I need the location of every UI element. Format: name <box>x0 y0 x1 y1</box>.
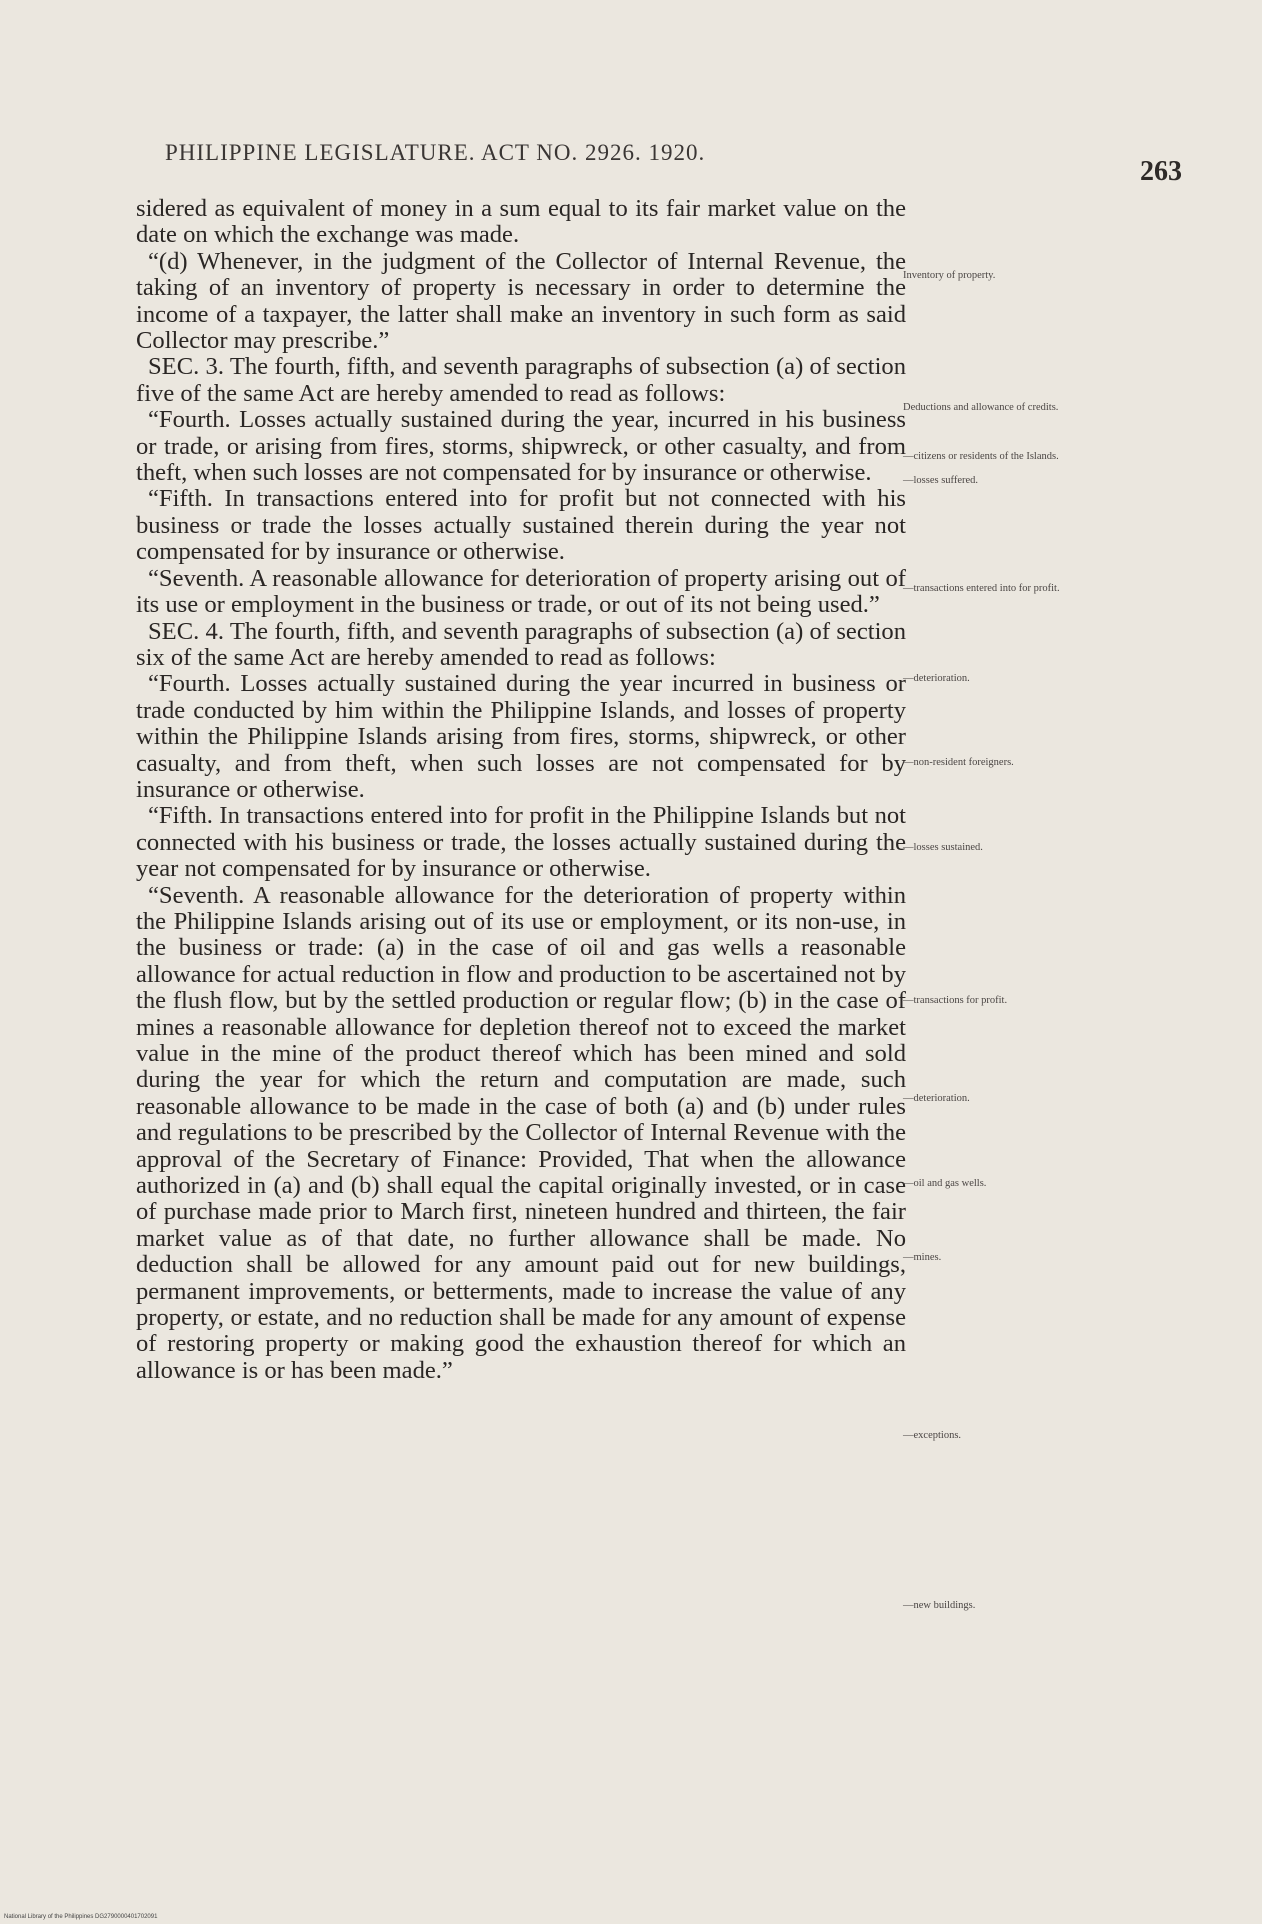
paragraph-sec4-fifth: “Fifth. In transactions entered into for profit in the Philippine Islands but not connected with his business or trade, the losses actually sustained during the year not compensated for by insurance or otherwise. <box>136 802 906 883</box>
paragraph-sec4-fourth: “Fourth. Losses actually sustained during the year incurred in business or trade conducted by him within the Philippine Islands, and losses of property within the Philippine Islands arising from fires, storms, shipwreck, or other casualty, and from theft, when such losses are not compensated for by insurance or otherwise. <box>136 670 906 803</box>
margin-note: —new buildings. <box>903 1600 976 1611</box>
running-header: PHILIPPINE LEGISLATURE. ACT NO. 2926. 1920. <box>165 140 706 165</box>
body-text <box>136 196 906 1384</box>
page-number: 263 <box>1140 156 1182 187</box>
margin-note: —citizens or residents of the Islands. <box>903 451 1059 462</box>
paragraph-sec4-seventh: “Seventh. A reasonable allowance for the deterioration of property within the Philippine Islands arising out of its use or employment, or its non-use, in the business or trade: (a) in the case of oil and gas wells a reasonable allowance for actual reduction in flow and production to be ascertained not by the flush flow, but by the settled production or regular flow; (b) in the case of mines a reasonable allowance for depletion thereof not to exceed the market value in the mine of the product thereof which has been mined and sold during the year for which the return and computation are made, such reasonable allowance to be made in the case of both (a) and (b) under rules and regulations to be prescribed by the Collector of Internal Revenue with the approval of the Secretary of Finance: Provided, That when the allowance authorized in (a) and (b) shall equal the capital originally invested, or in case of purchase made prior to March first, nineteen hundred and thirteen, the fair market value as of that date, no further allowance shall be made. No deduction shall be allowed for any amount paid out for new buildings, permanent improvements, or betterments, made to increase the value of any property, or estate, and no reduction shall be made for any amount of expense of restoring property or making good the exhaustion thereof for which an allowance is or has been made.” <box>136 881 906 1384</box>
margin-note: Deductions and allowance of credits. <box>903 402 1059 413</box>
paragraph-continuation: sidered as equivalent of money in a sum equal to its fair market value on the date on which the exchange was made. <box>136 195 906 249</box>
margin-note: —deterioration. <box>903 1093 970 1104</box>
paragraph-sec-3: SEC. 3. The fourth, fifth, and seventh paragraphs of subsection (a) of section five of the same Act are hereby amended to read as follows: <box>136 353 906 407</box>
margin-note: —exceptions. <box>903 1430 962 1441</box>
margin-note: —deterioration. <box>903 673 970 684</box>
paragraph-sec3-fifth: “Fifth. In transactions entered into for profit but not connected with his business or trade the losses actually sustained therein during the year not compensated for by insurance or otherwise. <box>136 485 906 566</box>
margin-note: —transactions entered into for profit. <box>903 583 1060 594</box>
paragraph-sec-4: SEC. 4. The fourth, fifth, and seventh paragraphs of subsection (a) of section six of the same Act are hereby amended to read as follows: <box>136 617 906 671</box>
margin-note: —losses sustained. <box>903 842 983 853</box>
margin-note: —oil and gas wells. <box>903 1178 987 1189</box>
paragraph-sec3-fourth: “Fourth. Losses actually sustained during the year, incurred in his business or trade, or arising from fires, storms, shipwreck, or other casualty, and from theft, when such losses are not compensated for by insurance or otherwise. <box>136 406 906 487</box>
margin-note: —losses suffered. <box>903 475 979 486</box>
margin-note: Inventory of property. <box>903 270 996 281</box>
paragraph-inventory: “(d) Whenever, in the judgment of the Collector of Internal Revenue, the taking of an inventory of property is necessary in order to determine the income of a taxpayer, the latter shall make an inventory in such form as said Collector may prescribe.” <box>136 247 906 355</box>
margin-note: —non-resident foreigners. <box>903 757 1014 768</box>
archive-footer: National Library of the Philippines DG2790000401702091 <box>4 1914 158 1920</box>
margin-note: —transactions for profit. <box>903 995 1008 1006</box>
margin-note: —mines. <box>903 1252 942 1263</box>
paragraph-sec3-seventh: “Seventh. A reasonable allowance for deterioration of property arising out of its use or employment in the business or trade, or out of its not being used.” <box>136 564 906 619</box>
